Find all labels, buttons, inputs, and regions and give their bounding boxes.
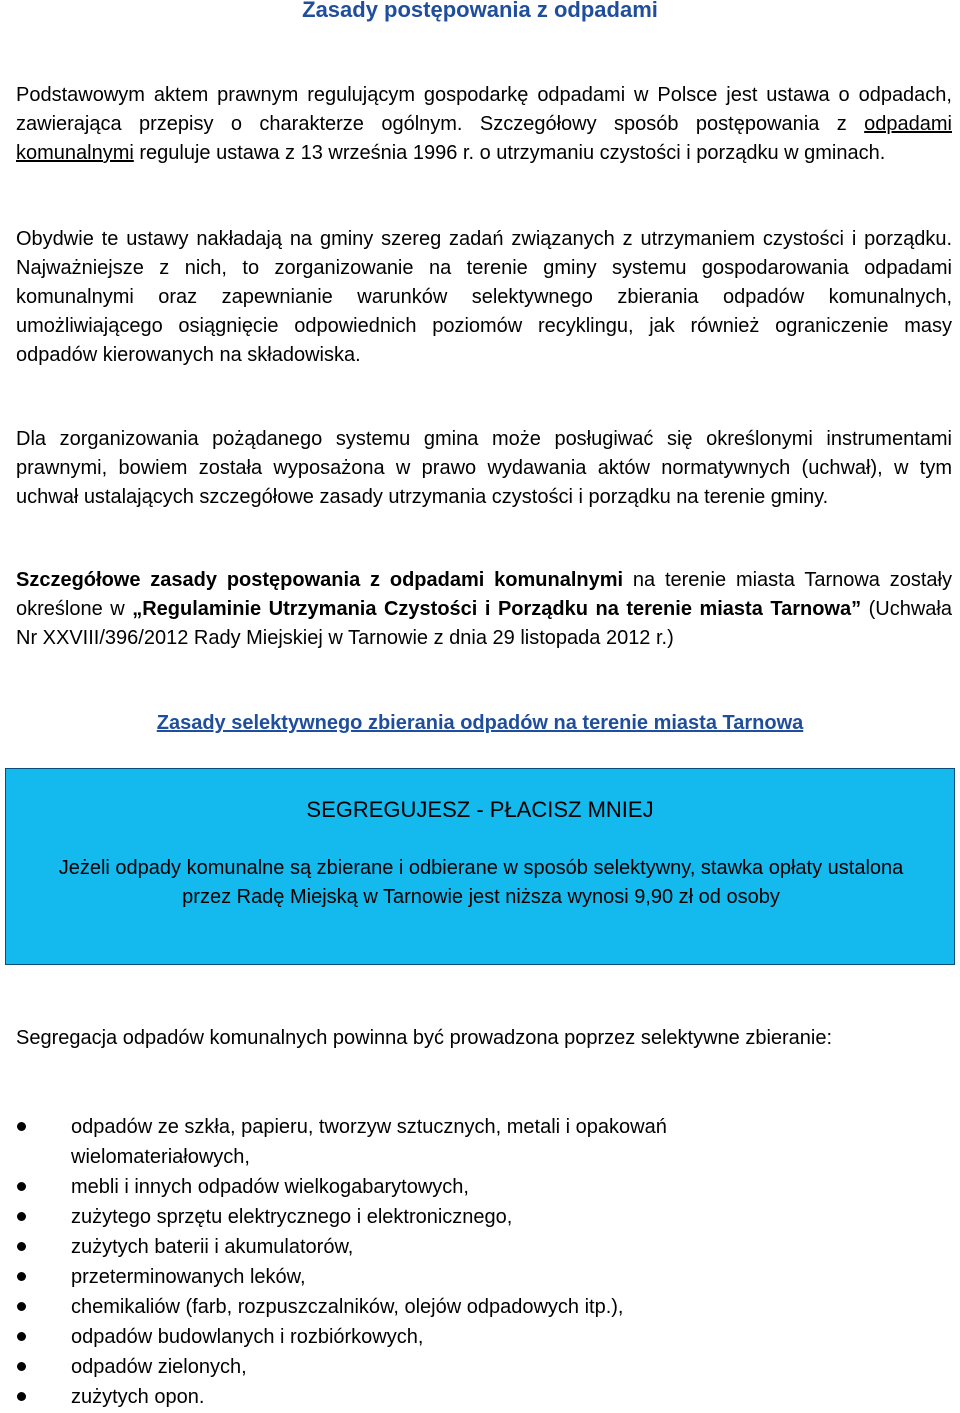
- list-item-text: zużytych opon.: [71, 1386, 205, 1408]
- bullet-icon: [17, 1122, 26, 1131]
- list-item: [0, 1322, 960, 1352]
- bullet-icon: [17, 1182, 26, 1191]
- segregation-intro: Segregacja odpadów komunalnych powinna być prowadzona poprzez selektywne zbieranie:: [16, 1027, 833, 1049]
- regulation-text-b: (Uchwała Nr XXVIII/396/2012 Rady Miejskiej w Tarnowie z dnia 29 listopada 2012 r.): [16, 598, 952, 649]
- intro-text-a: Podstawowym aktem prawnym regulującym gospodarkę odpadami w Polsce jest ustawa o odpadach, zawierająca przepisy o charakterze ogólnym. Szczegółowy sposób postępowania z: [16, 84, 952, 135]
- fee-box-text: Jeżeli odpady komunalne są zbierane i odbierane w sposób selektywny, stawka opłaty ustalona przez Radę Miejską w Tarnowie jest niższa wynosi 9,90 zł od osoby: [58, 857, 904, 908]
- municipal-waste-link[interactable]: odpadami komunalnymi: [16, 113, 952, 164]
- list-item-text: zużytego sprzętu elektrycznego i elektronicznego,: [71, 1206, 513, 1228]
- municipal-duties-paragraph: Obydwie te ustawy nakładają na gminy szereg zadań związanych z utrzymaniem czystości i porządku. Najważniejsze z nich, to zorganizowanie na terenie gminy systemu gospodarowania odpadami komunalnymi oraz zapewnianie warunków selektywnego zbierania odpadów komunalnych, umożliwiającego osiągnięcie odpowiednich poziomów recyklingu, jak również ograniczenie masy odpadów kierowanych na składowiska.: [16, 228, 952, 366]
- fee-box-title: SEGREGUJESZ - PŁACISZ MNIEJ: [306, 797, 654, 822]
- list-item: [0, 1382, 960, 1412]
- bullet-icon: [17, 1212, 26, 1221]
- bullet-icon: [17, 1242, 26, 1251]
- bullet-icon: [17, 1332, 26, 1341]
- list-item: [0, 1292, 960, 1322]
- list-item: [0, 1232, 960, 1262]
- section-subtitle[interactable]: Zasady selektywnego zbierania odpadów na terenie miasta Tarnowa: [156, 712, 804, 734]
- regulation-name: „Regulaminie Utrzymania Czystości i Porządku na terenie miasta Tarnowa”: [132, 598, 862, 620]
- list-item: [0, 1172, 960, 1202]
- list-item: [0, 1112, 960, 1172]
- waste-types-list: [0, 1112, 960, 1412]
- list-item: [0, 1352, 960, 1382]
- page-title: Zasady postępowania z odpadami: [302, 0, 658, 22]
- bullet-icon: [17, 1272, 26, 1281]
- bullet-icon: [17, 1302, 26, 1311]
- list-item-text: chemikaliów (farb, rozpuszczalników, olejów odpadowych itp.),: [71, 1296, 624, 1318]
- list-item-text: odpadów budowlanych i rozbiórkowych,: [71, 1326, 424, 1348]
- bullet-icon: [17, 1392, 26, 1401]
- list-item-text: odpadów ze szkła, papieru, tworzyw sztucznych, metali i opakowań wielomateriałowych,: [71, 1116, 667, 1168]
- list-item: [0, 1202, 960, 1232]
- list-item: [0, 1262, 960, 1292]
- legal-instruments-paragraph: Dla zorganizowania pożądanego systemu gmina może posługiwać się określonymi instrumentami prawnymi, bowiem została wyposażona w prawo wydawania aktów normatywnych (uchwał), w tym uchwał ustalających szczegółowe zasady utrzymania czystości i porządku na terenie gminy.: [16, 428, 952, 508]
- list-item-text: mebli i innych odpadów wielkogabarytowych,: [71, 1176, 469, 1198]
- regulation-text-a: na terenie miasta Tarnowa zostały określone w: [16, 569, 952, 620]
- list-item-text: odpadów zielonych,: [71, 1356, 247, 1378]
- bullet-icon: [17, 1362, 26, 1371]
- regulation-paragraph: [16, 566, 952, 653]
- list-item-text: przeterminowanych leków,: [71, 1266, 306, 1288]
- list-item-text: zużytych baterii i akumulatorów,: [71, 1236, 354, 1258]
- regulation-bold-heading: Szczegółowe zasady postępowania z odpadami komunalnymi: [16, 569, 624, 591]
- fee-info-box: [5, 768, 955, 965]
- intro-paragraph: [16, 81, 952, 168]
- intro-text-b: reguluje ustawa z 13 września 1996 r. o utrzymaniu czystości i porządku w gminach.: [133, 142, 886, 164]
